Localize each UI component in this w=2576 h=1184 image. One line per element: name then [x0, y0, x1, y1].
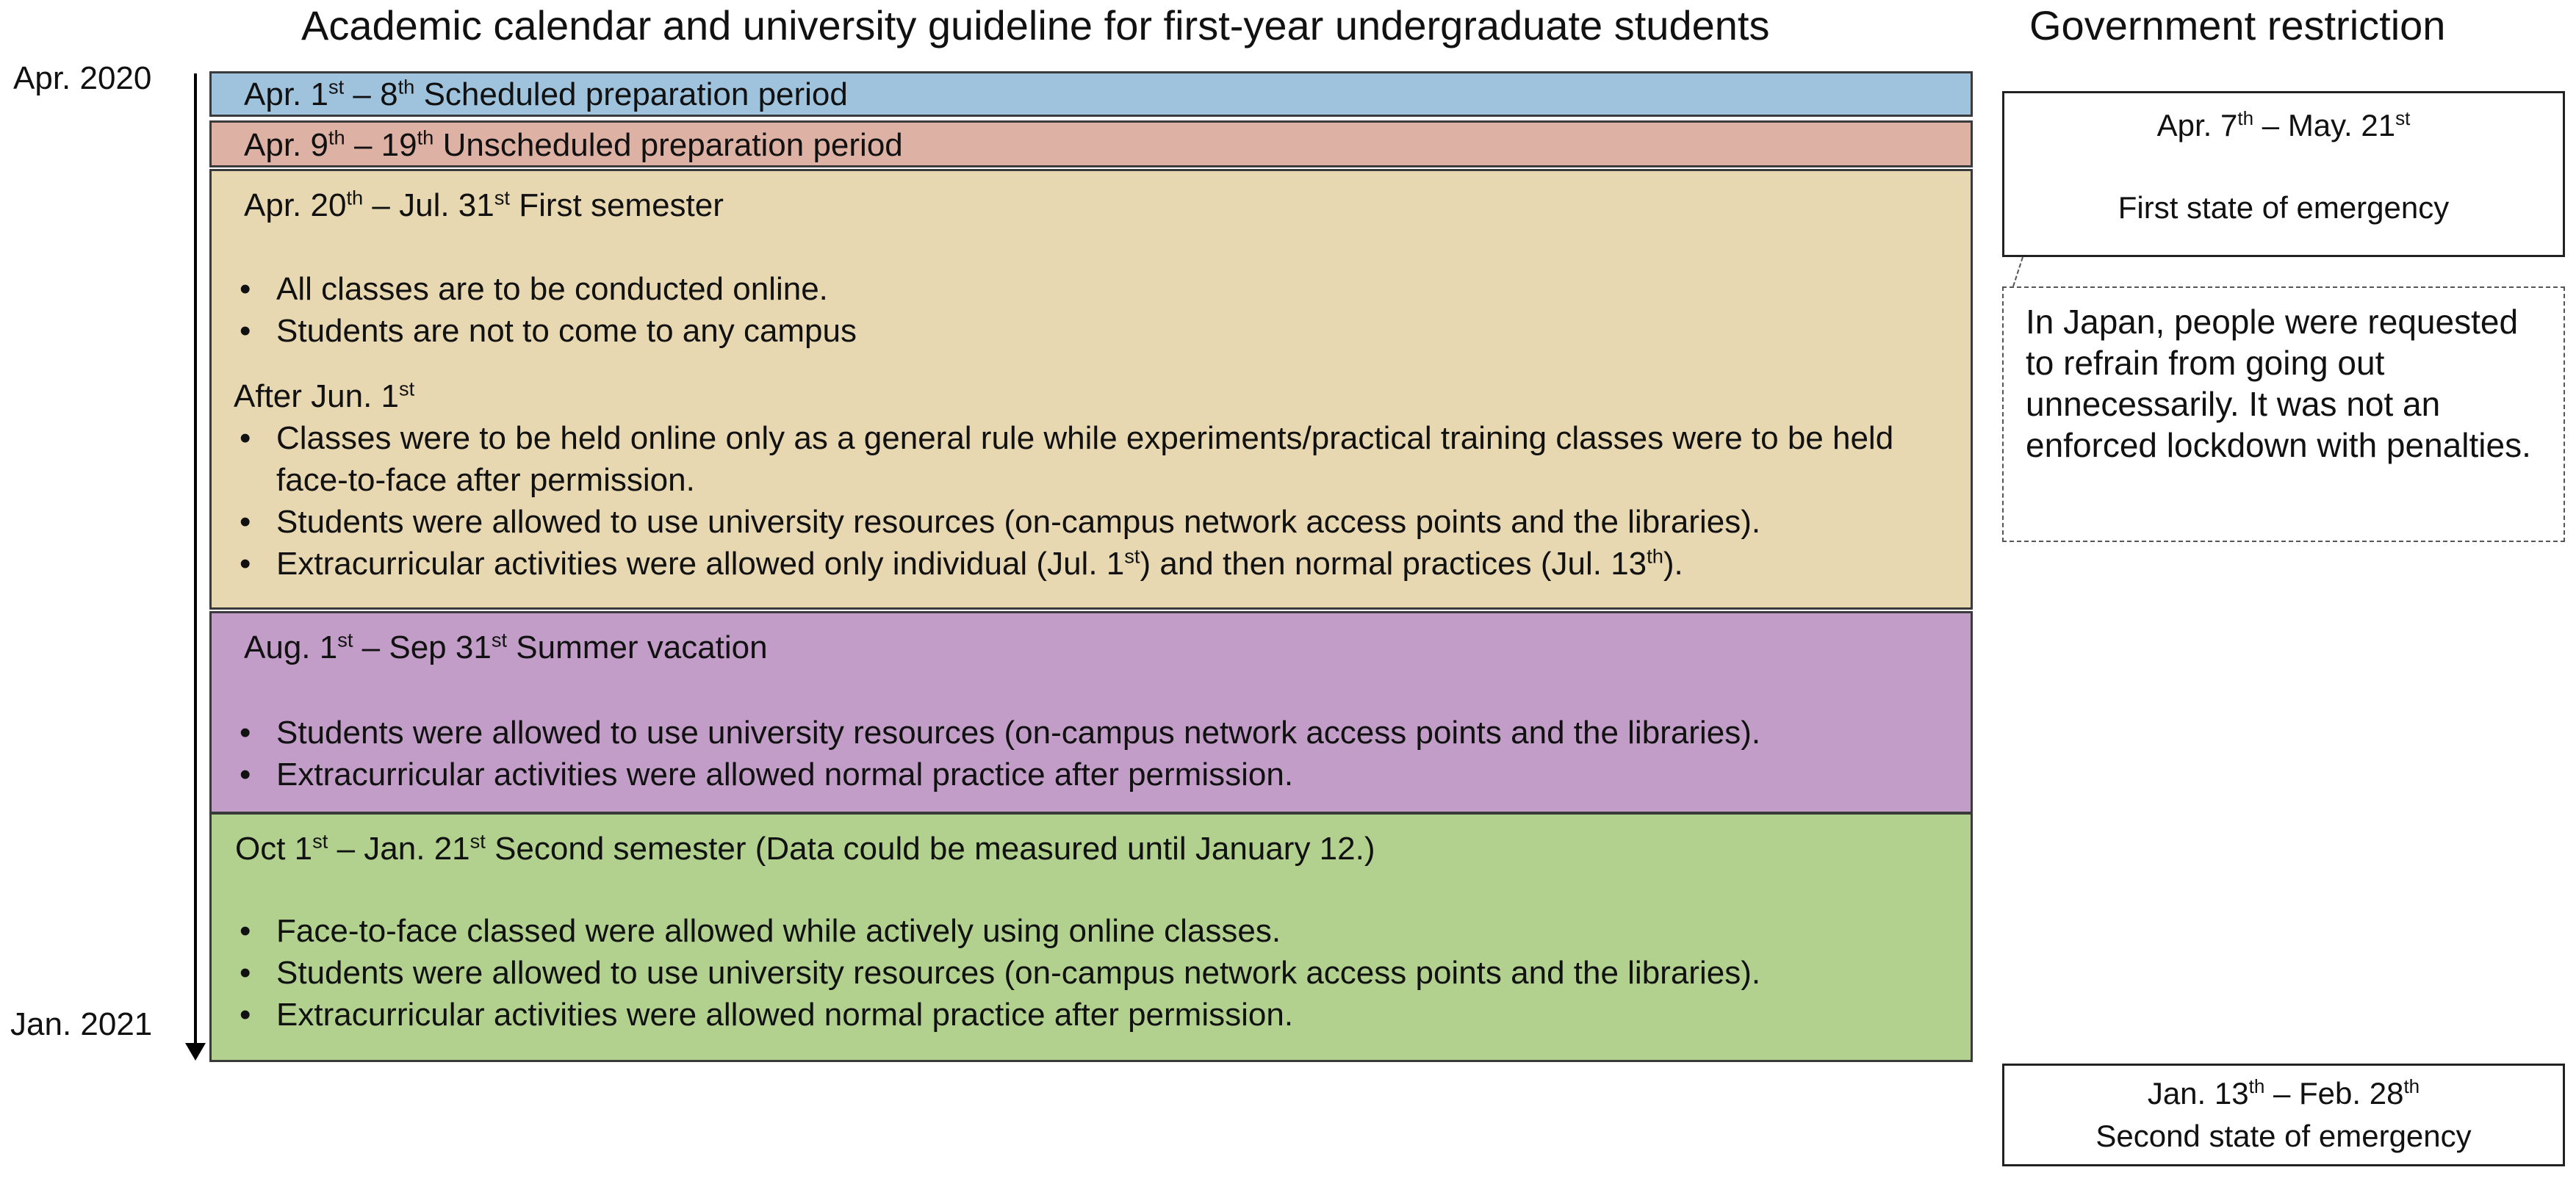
first-emergency-box: [2002, 91, 2565, 257]
summer-vacation-body: [234, 712, 1953, 795]
time-axis-line: [194, 73, 197, 1050]
axis-end-label: Jan. 2021: [10, 1006, 153, 1042]
list-item: • Extracurricular activities were allowed only individual (Jul. 1st) and then normal practices (Jul. 13th).: [234, 543, 1953, 585]
after-june-bullets: [234, 417, 1953, 585]
summer-vacation-bullets: [234, 712, 1953, 795]
list-item: • All classes are to be conducted online.: [234, 268, 1953, 310]
first-emergency-dates: Apr. 7th – May. 21st: [2156, 107, 2411, 142]
second-semester-body: [234, 910, 1953, 1036]
lockdown-note: In Japan, people were requested to refrain from going out unnecessarily. It was not an enforced lockdown with penalties.: [2002, 286, 2565, 542]
list-item: • Face-to-face classed were allowed while actively using online classes.: [234, 910, 1953, 952]
scheduled-preparation-heading: Apr. 1st – 8th Scheduled preparation period: [244, 75, 848, 112]
first-semester-box: [209, 169, 1973, 610]
calendar-title: Academic calendar and university guideline for first-year undergraduate students: [301, 2, 1770, 48]
note-connector: [2012, 257, 2023, 287]
summer-vacation-box: [209, 611, 1973, 814]
second-emergency-box: [2002, 1064, 2565, 1166]
second-emergency-label: Second state of emergency: [2095, 1119, 2472, 1153]
second-semester-box: [209, 812, 1973, 1062]
time-axis-arrow-icon: [185, 1043, 206, 1061]
first-semester-body: [234, 268, 1953, 585]
unscheduled-preparation-heading: Apr. 9th – 19th Unscheduled preparation period: [244, 126, 903, 163]
second-semester-heading: Oct 1st – Jan. 21st Second semester (Data could be measured until January 12.): [235, 829, 1375, 867]
list-item: • Extracurricular activities were allowed normal practice after permission.: [234, 994, 1953, 1036]
summer-vacation-heading: Aug. 1st – Sep 31st Summer vacation: [244, 628, 768, 665]
first-semester-heading: Apr. 20th – Jul. 31st First semester: [244, 186, 724, 223]
second-semester-bullets: [234, 910, 1953, 1036]
unscheduled-preparation-box: [209, 120, 1973, 167]
government-title: Government restriction: [2029, 2, 2446, 48]
axis-start-label: Apr. 2020: [13, 60, 152, 96]
list-item: • Students were allowed to use university resources (on-campus network access points and the libraries).: [234, 952, 1953, 994]
first-emergency-label: First state of emergency: [2118, 190, 2450, 225]
first-semester-bullets: [234, 268, 1953, 352]
after-june-heading: After Jun. 1st: [234, 377, 415, 414]
list-item: • Students were allowed to use university resources (on-campus network access points and the libraries).: [234, 712, 1953, 754]
list-item: • Classes were to be held online only as a general rule while experiments/practical training classes were to be held face-to-face after permission.: [234, 417, 1953, 501]
list-item: • Students were allowed to use university resources (on-campus network access points and the libraries).: [234, 501, 1953, 543]
second-emergency-dates: Jan. 13th – Feb. 28th: [2147, 1075, 2420, 1111]
list-item: • Students are not to come to any campus: [234, 310, 1953, 352]
scheduled-preparation-box: [209, 71, 1973, 117]
list-item: • Extracurricular activities were allowed normal practice after permission.: [234, 754, 1953, 795]
